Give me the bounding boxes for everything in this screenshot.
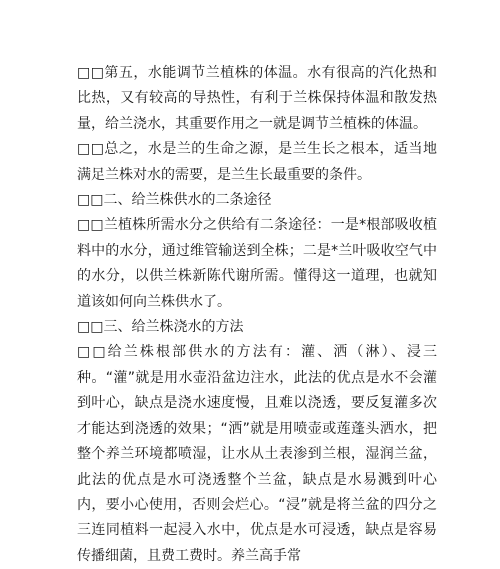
section-heading-two-water-supply-routes: □□二、给兰株供水的二条途径 [77,192,272,209]
paragraph-watering-methods: □□给兰株根部供水的方法有：灌、洒（淋）、浸三种。“灌”就是用水壶沿盆边注水，此法的优点是水不会灌到叶心，缺点是浇水速度慢，且难以浇透，要反复灌多次才能达到浇透的效果；“洒”就是用喷壶或莲蓬头洒水，把整个养兰环境都喷湿，让水从土表渗到兰根，湿润兰盆，此法的优点是水可浇透整个兰盆，缺点是水易溅到叶心内，要小心使用，否则会烂心。“浸”就是将兰盆的四分之三连同植料一起浸入水中，优点是水可浸透，缺点是容易传播细菌，且费工费时。养兰高手常 [77,344,437,564]
paragraph-two-supply-routes: □□兰植株所需水分之供给有二条途径：一是*根部吸收植料中的水分，通过维管输送到全株；二是*兰叶吸收空气中的水分，以供兰株新陈代谢所需。懂得这一道理，也就知道该如何向兰株供水了。 [77,217,437,310]
paragraph-summary-water-source-of-life: □□总之，水是兰的生命之源，是兰生长之根本，适当地满足兰株对水的需要，是兰生长最重要的条件。 [77,141,437,183]
section-heading-watering-methods: □□三、给兰株浇水的方法 [77,319,244,336]
document-body [77,61,437,569]
paragraph-water-regulates-temperature: □□第五，水能调节兰植株的体温。水有很高的汽化热和比热，又有较高的导热性，有利于兰株保持体温和散发热量，给兰浇水，其重要作用之一就是调节兰植株的体温。 [77,65,437,132]
